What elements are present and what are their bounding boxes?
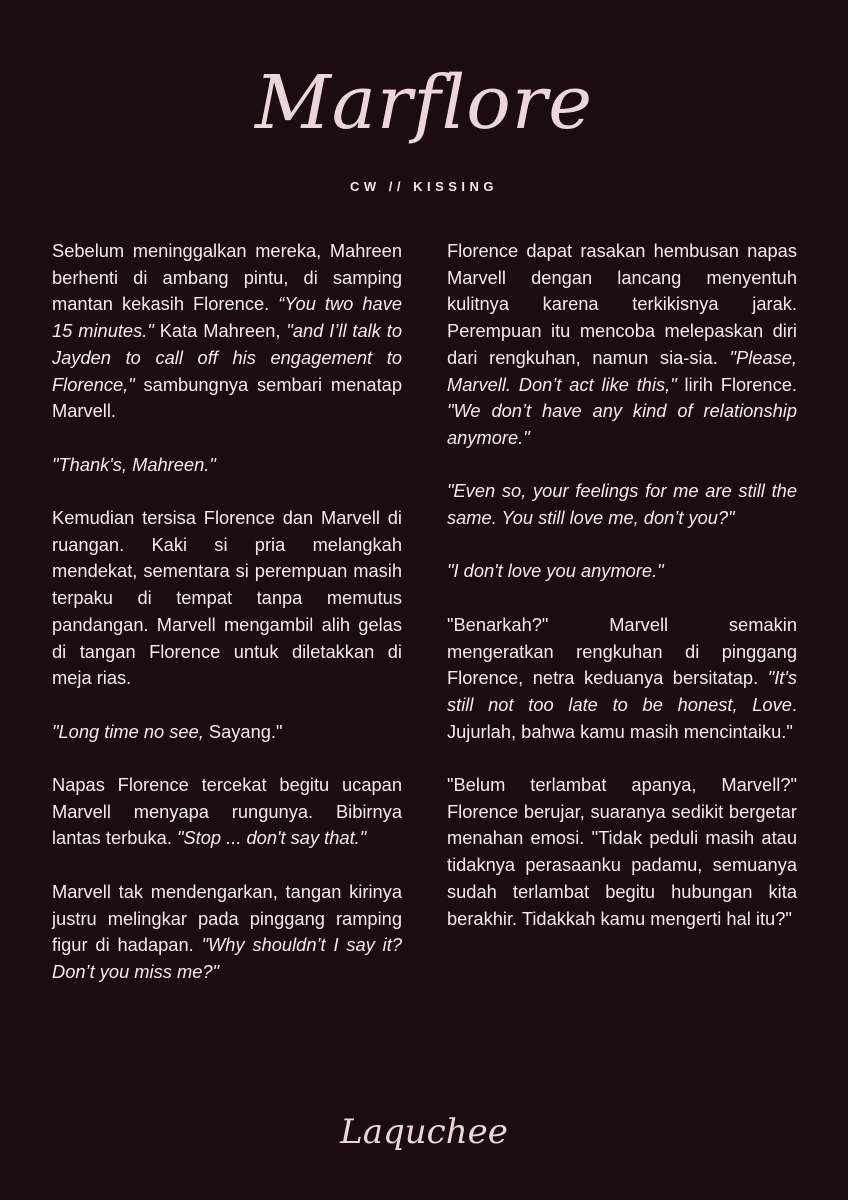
right-column	[447, 238, 797, 932]
author-signature: Laquchee	[340, 1112, 508, 1152]
dialogue-text: "It's still not too late to be honest, Love	[447, 667, 797, 715]
paragraph	[447, 558, 797, 585]
paragraph: Kemudian tersisa Florence dan Marvell di ruangan. Kaki si pria melangkah mendekat, sementara si perempuan masih terpaku di tempat tanpa memutus pandangan. Marvell mengambil alih gelas di tangan Florence untuk diletakkan di meja rias.	[52, 507, 402, 689]
content-warning: CW // KISSING	[349, 179, 499, 194]
narration-text: Marvell tak mendengarkan, tangan kirinya justru melingkar pada pinggang ramping figur di hadapan.	[52, 880, 402, 956]
narration-text: Kata Mahreen,	[153, 320, 287, 342]
narration-text: Sayang."	[203, 720, 283, 742]
paragraph	[52, 238, 402, 425]
dialogue-text: “You two have 15 minutes."	[52, 293, 402, 342]
paragraph	[52, 772, 402, 852]
dialogue-text: "Even so, your feelings for me are still the same. You still love me, don’t you?"	[447, 480, 797, 529]
dialogue-text: "Thank's, Mahreen."	[52, 453, 216, 475]
dialogue-text: "Stop ... don't say that."	[177, 827, 367, 849]
dialogue-text: "and I’ll talk to Jayden to call off his engagement to Florence,"	[52, 320, 403, 395]
dialogue-text: "We don’t have any kind of relationship anymore."	[447, 400, 797, 448]
paragraph: "Belum terlambat apanya, Marvell?" Florence berujar, suaranya sedikit bergetar menahan emosi. "Tidak peduli masih atau tidaknya perasaanku padamu, semuanya sudah terlambat begitu hubungan kita berakhir. Tidakkah kamu mengerti hal itu?"	[447, 774, 797, 929]
narration-text: lirih Florence.	[676, 373, 797, 395]
narration-text: sambungnya sembari menatap Marvell.	[52, 373, 402, 422]
paragraph	[52, 719, 402, 746]
narration-text: . Jujurlah, bahwa kamu masih mencintaiku."	[447, 693, 797, 742]
dialogue-text: "I don't love you anymore."	[447, 560, 664, 582]
narration-text: "Benarkah?" Marvell semakin mengeratkan rengkuhan di pinggang Florence, netra keduanya bersitatap.	[447, 613, 797, 689]
narration-text: Sebelum meninggalkan mereka, Mahreen berhenti di ambang pintu, di samping mantan kekasih Florence.	[52, 240, 402, 315]
paragraph	[447, 612, 797, 746]
left-column	[52, 238, 402, 986]
paragraph	[52, 879, 402, 986]
narration-text: Florence dapat rasakan hembusan napas Marvell dengan lancang menyentuh kulitnya karena terkikisnya jarak. Perempuan itu mencoba melepaskan diri dari rengkuhan, namun sia-sia.	[447, 240, 797, 368]
dialogue-text: "Why shouldn’t I say it? Don’t you miss me?"	[52, 934, 402, 982]
dialogue-text: "Please, Marvell. Don’t act like this,"	[447, 346, 797, 395]
paragraph	[447, 478, 797, 531]
dialogue-text: "Long time no see,	[52, 720, 204, 742]
paragraph	[52, 452, 402, 479]
narration-text: Napas Florence tercekat begitu ucapan Marvell menyapa rungunya. Bibirnya lantas terbuka.	[52, 774, 402, 849]
paragraph	[447, 238, 797, 452]
story-title: Marflore	[254, 60, 594, 146]
